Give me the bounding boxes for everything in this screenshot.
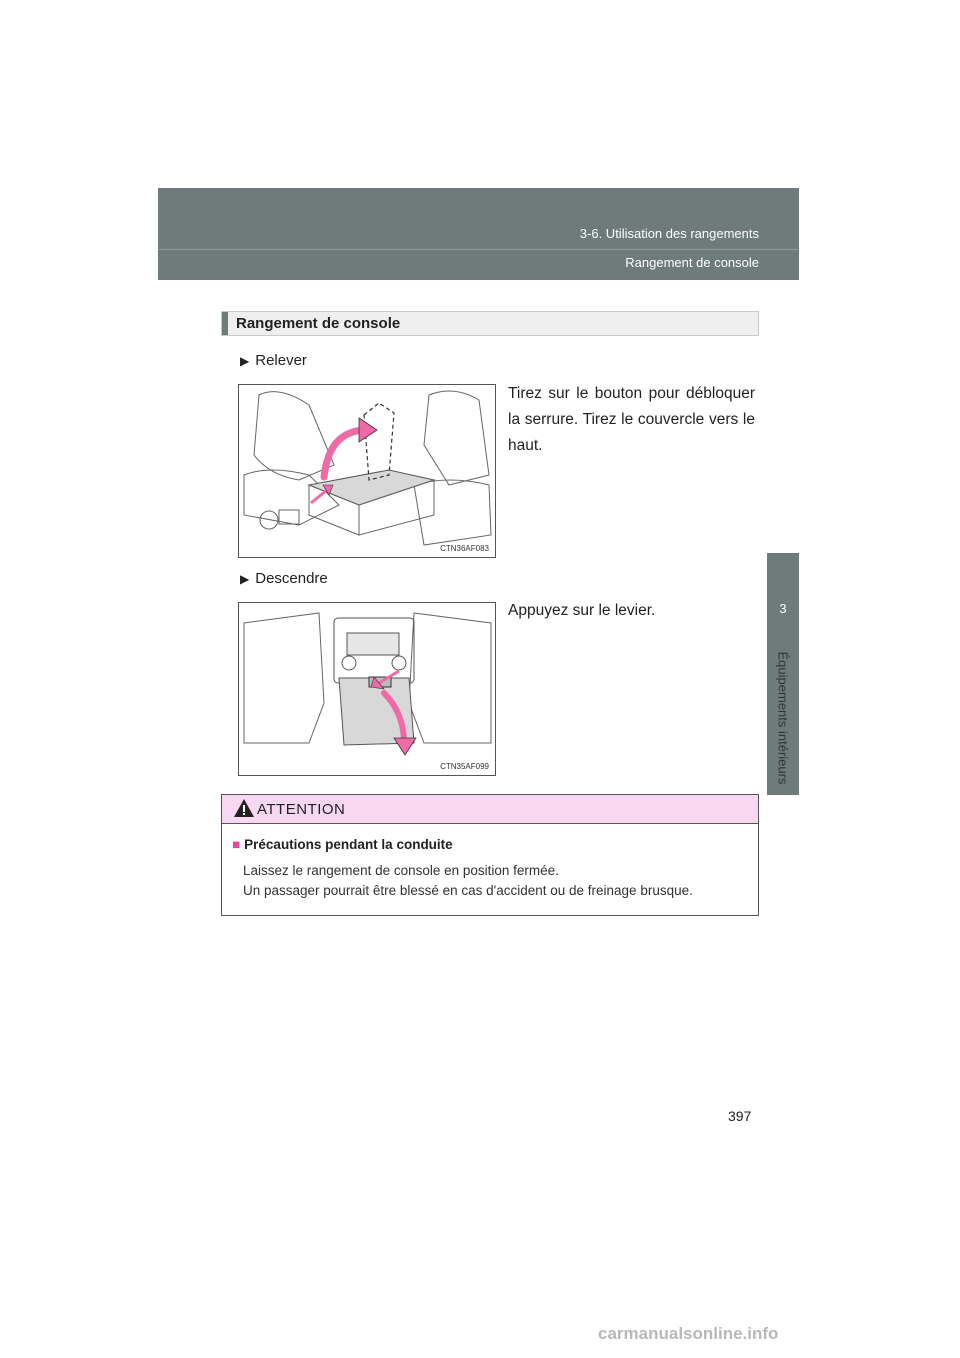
watermark: carmanualsonline.info — [598, 1324, 779, 1343]
chapter-side-label — [771, 648, 795, 788]
step-lower-description: Appuyez sur le levier. — [508, 602, 656, 619]
section-title-bar — [221, 311, 759, 336]
warning-label: ATTENTION — [257, 801, 346, 818]
figure-lower-console — [238, 602, 496, 776]
step-lower — [240, 570, 328, 587]
warning-title — [232, 837, 453, 852]
chapter-title: 3-6. Utilisation des rangements — [579, 226, 759, 241]
page-header — [158, 188, 799, 280]
subsection-title: Rangement de console — [625, 255, 759, 270]
console-lower-illustration — [239, 603, 495, 775]
chapter-number: 3 — [779, 601, 787, 616]
figure-raise-code: CTN36AF083 — [440, 544, 489, 553]
step-raise-description: Tirez sur le bouton pour débloquer la serrure. Tirez le couvercle vers le haut. — [508, 385, 755, 454]
square-bullet-icon: ■ — [232, 837, 241, 852]
warning-line-2: Un passager pourrait être blessé en cas d'accident ou de freinage brusque. — [243, 883, 693, 898]
section-title-accent — [222, 312, 228, 335]
step-lower-label: Descendre — [255, 570, 328, 587]
chapter-side-label-text: Équipements intérieurs — [775, 651, 791, 785]
warning-body — [243, 861, 693, 901]
figure-lower-code: CTN35AF099 — [440, 762, 489, 771]
warning-triangle-icon — [233, 798, 255, 818]
section-title: Rangement de console — [236, 315, 401, 332]
triangle-bullet-icon: ▶ — [240, 572, 250, 586]
console-raise-illustration — [239, 385, 495, 557]
figure-raise-console — [238, 384, 496, 558]
warning-line-1: Laissez le rangement de console en position fermée. — [243, 863, 559, 878]
warning-title-text: Précautions pendant la conduite — [244, 837, 453, 852]
triangle-bullet-icon: ▶ — [240, 354, 250, 368]
header-divider — [158, 249, 799, 250]
warning-box — [221, 794, 759, 916]
warning-header — [222, 795, 758, 824]
step-raise — [240, 352, 307, 369]
step-raise-label: Relever — [255, 352, 307, 369]
page-number: 397 — [728, 1108, 752, 1124]
